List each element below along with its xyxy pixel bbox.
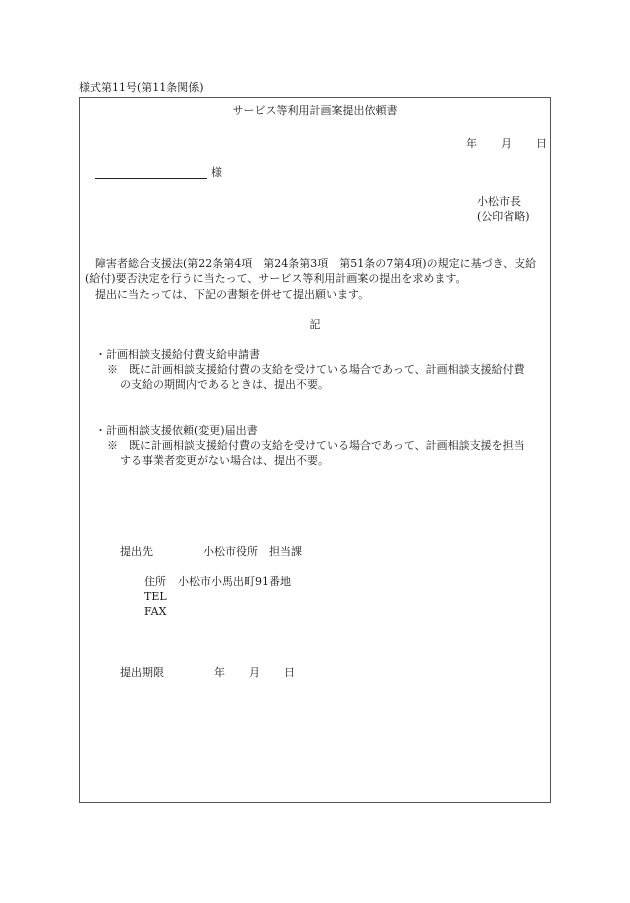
addressee-honorific: 様 [211, 166, 222, 179]
deadline-date [214, 666, 295, 680]
item-2-title: ・計画相談支援依頼(変更)届出書 [95, 424, 258, 437]
date-month: 月 [501, 137, 512, 150]
deadline-label: 提出期限 [120, 666, 164, 679]
deadline-month: 月 [249, 666, 260, 679]
body-paragraph2: 提出に当たっては、下記の書類を併せて提出願います。 [95, 288, 370, 301]
deadline-year: 年 [214, 666, 225, 679]
issuer-name: 小松市長 [477, 195, 521, 208]
address-value: 小松市小馬出町91番地 [178, 575, 291, 588]
body-paragraph1-line1: 障害者総合支援法(第22条第4項 第24条第3項 第51条の7第4項)の規定に基づき、支給 [95, 257, 537, 270]
item-1-note-line2: の支給の期間内であるときは、提出不要。 [120, 378, 329, 391]
document-title: サービス等利用計画案提出依頼書 [232, 104, 398, 117]
issuer-seal-note: (公印省略) [477, 210, 530, 223]
item-1-title: ・計画相談支援給付費支給申請書 [95, 348, 260, 361]
submit-to-label: 提出先 [120, 545, 153, 558]
body-paragraph1-line2: (給付)要否決定を行うに当たって、サービス等利用計画案の提出を求めます。 [85, 272, 467, 285]
form-number: 様式第11号(第11条関係) [79, 81, 204, 94]
item-2-note-line2: する事業者変更がない場合は、提出不要。 [120, 454, 329, 467]
address-label: 住所 [144, 575, 166, 588]
item-2-note-line1: ※ 既に計画相談支援給付費の支給を受けている場合であって、計画相談支援を担当 [107, 439, 525, 452]
submit-to-value: 小松市役所 担当課 [203, 545, 302, 558]
ki-heading: 記 [309, 318, 321, 331]
date-day: 日 [536, 137, 547, 150]
date-year: 年 [466, 137, 477, 150]
fax-label: FAX [144, 605, 167, 618]
deadline-day: 日 [284, 666, 295, 679]
addressee-line [95, 178, 207, 179]
issue-date [466, 137, 547, 151]
tel-label: TEL [144, 590, 167, 603]
item-1-note-line1: ※ 既に計画相談支援給付費の支給を受けている場合であって、計画相談支援給付費 [107, 363, 525, 376]
